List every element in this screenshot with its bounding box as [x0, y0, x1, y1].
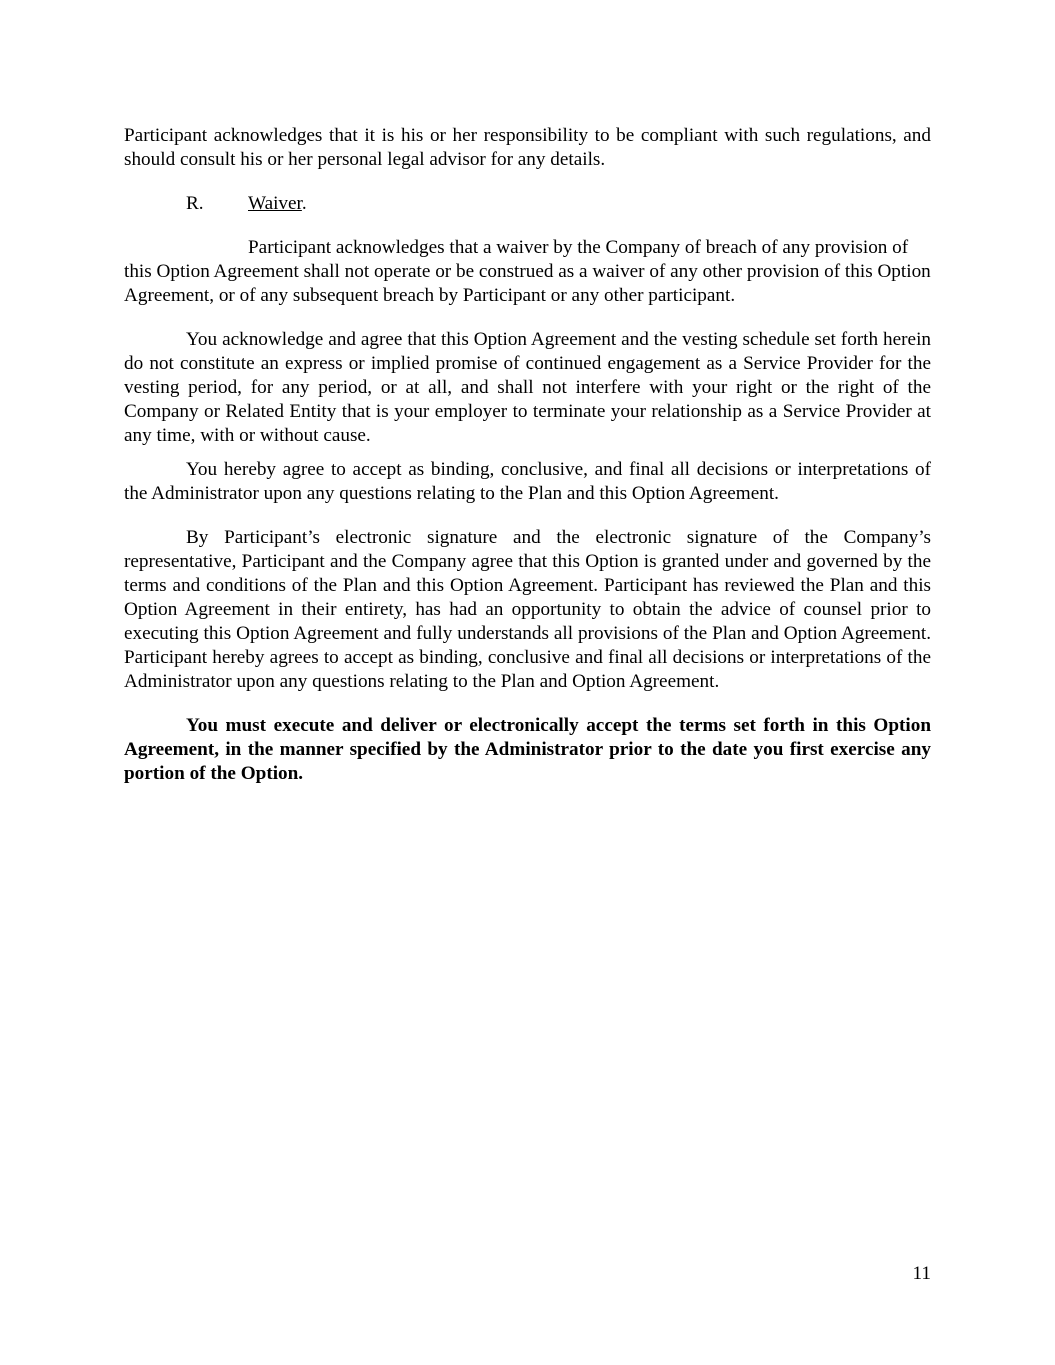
intro-paragraph: Participant acknowledges that it is his or her responsibility to be compliant with such regulations, and should consult his or her personal legal advisor for any details. — [124, 125, 931, 170]
section-heading-waiver — [186, 192, 931, 216]
section-letter: R. — [186, 193, 204, 214]
waiver-paragraph: Participant acknowledges that a waiver by the Company of breach of any provision of this Option Agreement shall not operate or be construed as a waiver of any other provision of this Option Agreement, or of any subsequent breach by Participant or any other participant. — [124, 237, 931, 306]
section-title: Waiver — [248, 193, 302, 214]
page-number: 11 — [912, 1263, 931, 1284]
document-page — [124, 124, 931, 786]
binding-paragraph: You hereby agree to accept as binding, conclusive, and final all decisions or interpretations of the Administrator upon any questions relating to the Plan and this Option Agreement. — [124, 459, 931, 504]
execution-notice-paragraph: You must execute and deliver or electronically accept the terms set forth in this Option Agreement, in the manner specified by the Administrator prior to the date you first exercise any portion of the Option. — [124, 715, 931, 784]
section-title-suffix: . — [301, 193, 307, 214]
acknowledge-paragraph: You acknowledge and agree that this Option Agreement and the vesting schedule set forth herein do not constitute an express or implied promise of continued engagement as a Service Provider for the vesting period, for any period, or at all, and shall not interfere with your right or the right of the Company or Related Entity that is your employer to terminate your relationship as a Service Provider at any time, with or without cause. — [124, 329, 931, 446]
section-title-wrapper — [248, 192, 307, 216]
signature-paragraph: By Participant’s electronic signature and the electronic signature of the Company’s representative, Participant and the Company agree that this Option is granted under and governed by the terms and conditions of the Plan and this Option Agreement. Participant has reviewed the Plan and this Option Agreement in their entirety, has had an opportunity to obtain the advice of counsel prior to executing this Option Agreement and fully understands all provisions of the Plan and Option Agreement. Participant hereby agrees to accept as binding, conclusive and final all decisions or interpretations of the Administrator upon any questions relating to the Plan and Option Agreement. — [124, 527, 931, 692]
